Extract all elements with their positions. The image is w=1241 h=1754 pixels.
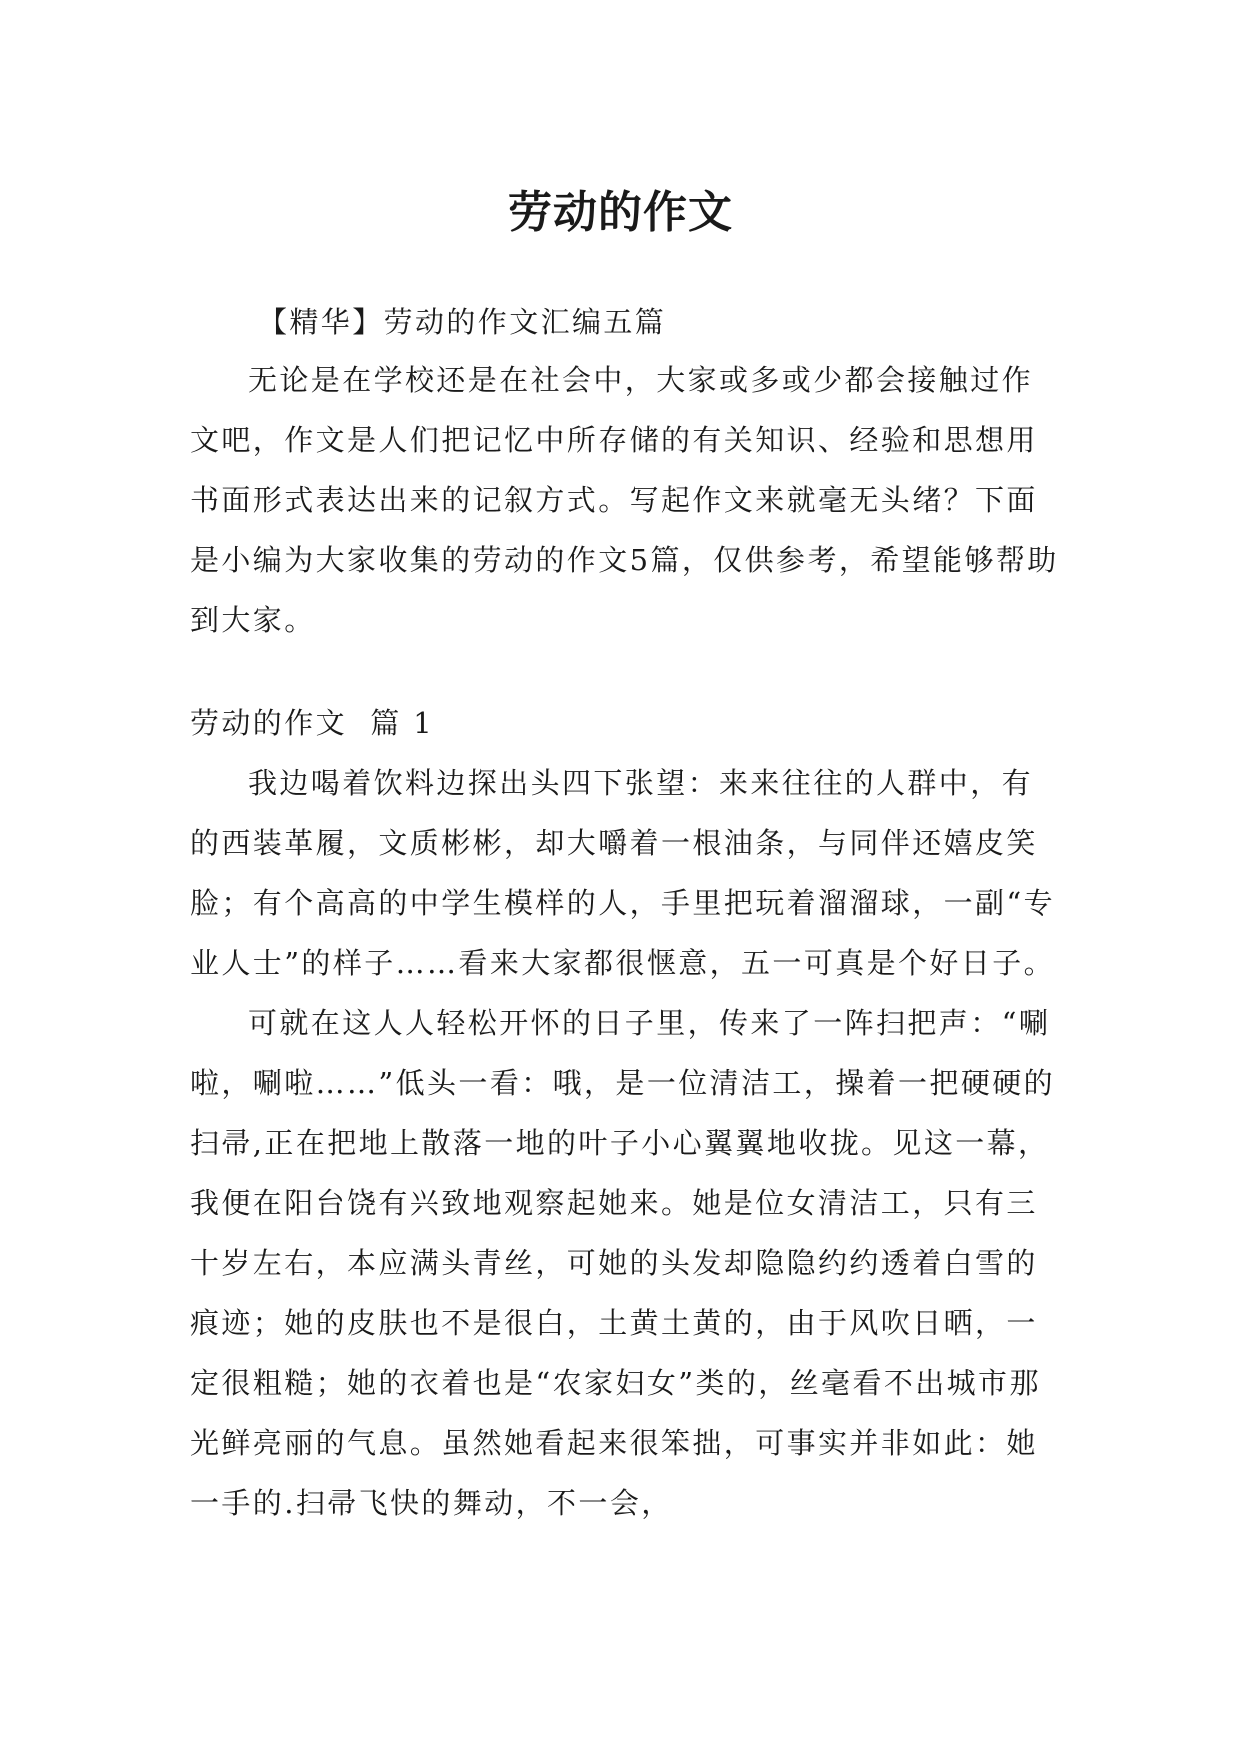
subtitle-text: 【精华】劳动的作文汇编五篇 bbox=[258, 305, 667, 339]
body-paragraph: 可就在这人人轻松开怀的日子里，传来了一阵扫把声：“唰啦，唰啦……”低头一看：哦，是一位清洁工，操着一把硬硬的扫帚,正在把地上散落一地的叶子小心翼翼地收拢。见这一幕，我便在阳台饶有兴致地观察起她来。她是位女清洁工，只有三十岁左右，本应满头青丝，可她的头发却隐隐约约透着白雪的痕迹；她的皮肤也不是很白，土黄土黄的，由于风吹日晒，一定很粗糙；她的衣着也是“农家妇女”类的，丝毫看不出城市那光鲜亮丽的气息。虽然她看起来很笨拙，可事实并非如此：她一手的.扫帚飞快的舞动，不一会， bbox=[190, 1006, 1056, 1520]
document-title: 劳动的作文 bbox=[508, 187, 733, 239]
section-body bbox=[190, 753, 1062, 1533]
body-paragraph: 我边喝着饮料边探出头四下张望：来来往往的人群中，有的西装革履，文质彬彬，却大嚼着一根油条，与同伴还嬉皮笑脸；有个高高的中学生模样的人，手里把玩着溜溜球，一副“专业人士”的样子……看来大家都很惬意，五一可真是个好日子。 bbox=[190, 766, 1056, 980]
section-heading-block bbox=[190, 693, 1062, 753]
section-heading: 劳动的作文 篇 1 bbox=[190, 706, 435, 740]
document-subtitle bbox=[258, 292, 1062, 352]
intro-block bbox=[190, 350, 1062, 650]
intro-paragraph: 无论是在学校还是在社会中，大家或多或少都会接触过作文吧，作文是人们把记忆中所存储的有关知识、经验和思想用书面形式表达出来的记叙方式。写起作文来就毫无头绪？下面是小编为大家收集的劳动的作文5篇，仅供参考，希望能够帮助到大家。 bbox=[190, 363, 1059, 637]
